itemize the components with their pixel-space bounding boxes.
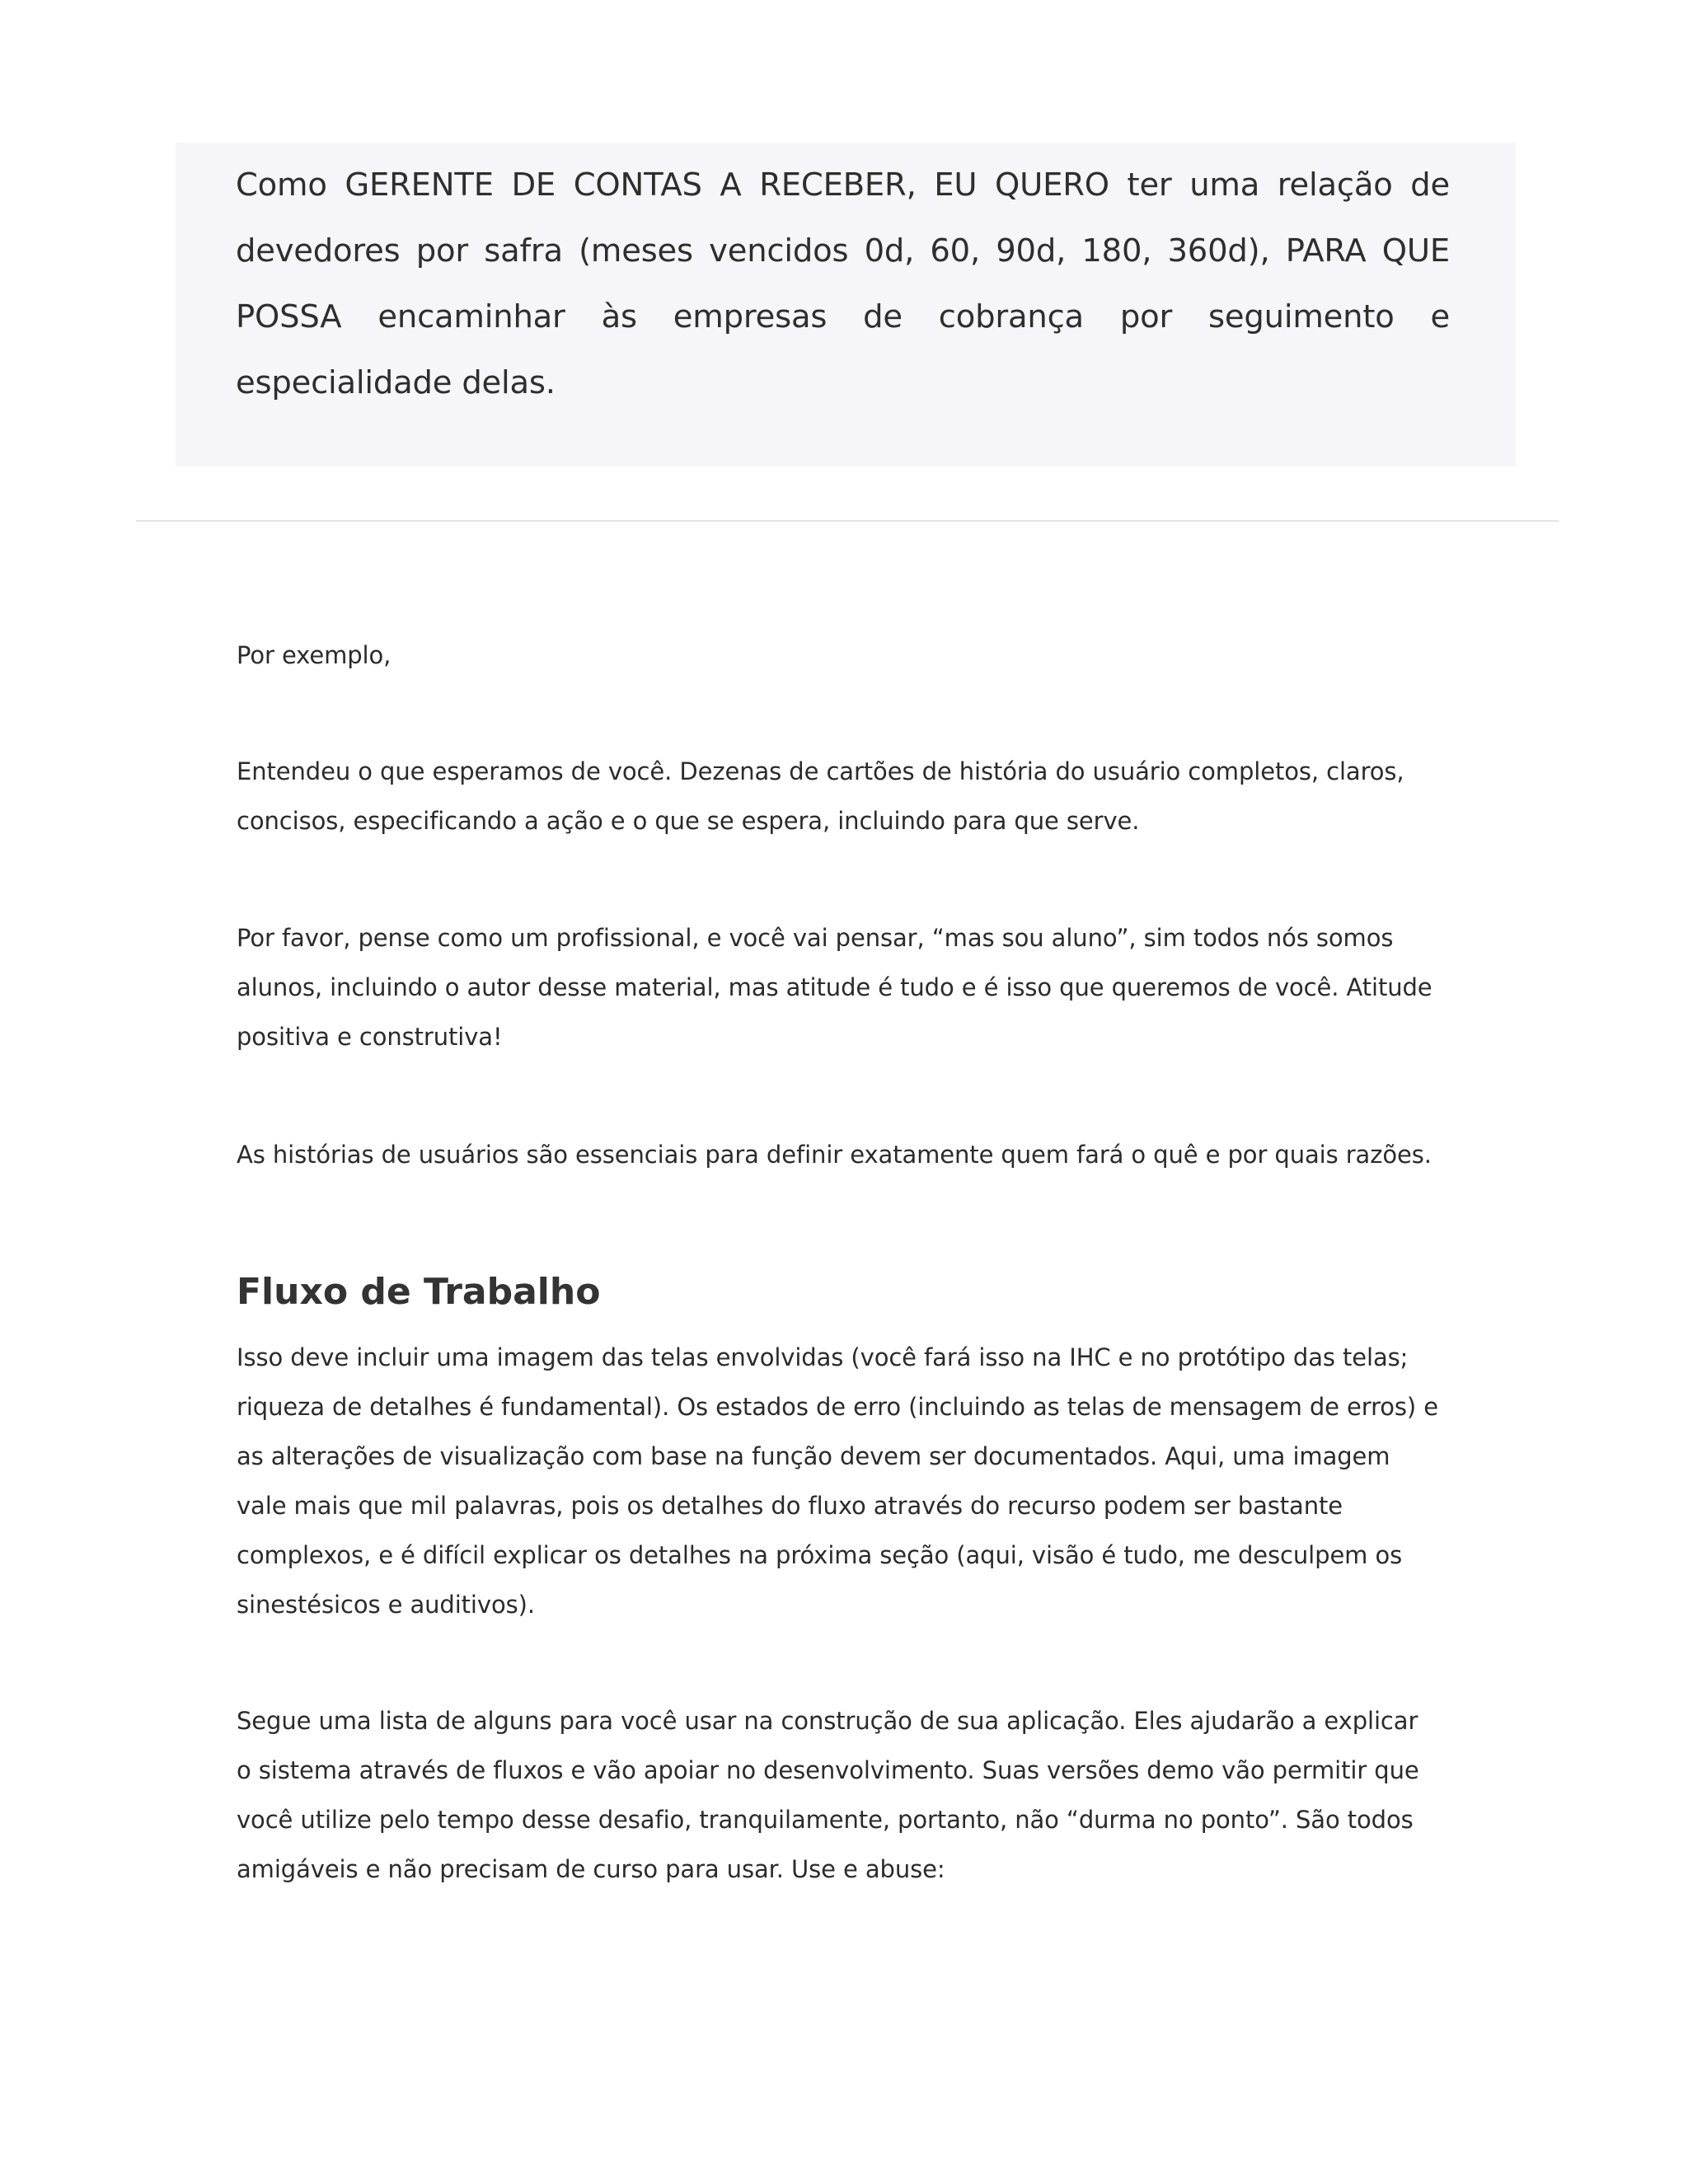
example-intro: Por exemplo, [237,641,392,669]
paragraph-expectations: Entendeu o que esperamos de você. Dezenas de cartões de história do usuário completos, claros, concisos, especificando a ação e o que se espera, incluindo para que serve. [237,757,1404,835]
section-divider [136,520,1559,522]
paragraph-professional: Por favor, pense como um profissional, e você vai pensar, “mas sou aluno”, sim todos nós somos alunos, incluindo o autor desse material, mas atitude é tudo e é isso que queremos de você. Atitude positiva e construtiva! [237,924,1432,1051]
user-story-text: Como GERENTE DE CONTAS A RECEBER, EU QUERO ter uma relação de devedores por safra (meses vencidos 0d, 60, 90d, 180, 360d), PARA QUE POSSA encaminhar às empresas de cobrança por seguimento e especialidade delas. [236,166,1450,401]
paragraph-workflow-tools: Segue uma lista de alguns para você usar na construção de sua aplicação. Eles ajudarão a explicar o sistema através de fluxos e vão apoiar no desenvolvimento. Suas versões demo vão permitir que você utilize pelo tempo desse desafio, tranquilamente, portanto, não “durma no ponto”. São todos amigáveis e não precisam de curso para usar. Use e abuse: [237,1707,1419,1883]
user-story-callout [176,143,1516,466]
paragraph-workflow-screens: Isso deve incluir uma imagem das telas envolvidas (você fará isso na IHC e no protótipo das telas; riqueza de detalhes é fundamental). Os estados de erro (incluindo as telas de mensagem de erros) e as alterações de visualização com base na função devem ser documentados. Aqui, uma imagem vale mais que mil palavras, pois os detalhes do fluxo através do recurso podem ser bastante complexos, e é difícil explicar os detalhes na próxima seção (aqui, visão é tudo, me desculpem os sinestésicos e auditivos). [237,1343,1438,1619]
section-heading-workflow: Fluxo de Trabalho [237,1271,601,1313]
paragraph-user-stories: As histórias de usuários são essenciais para definir exatamente quem fará o quê e por quais razões. [237,1141,1432,1169]
